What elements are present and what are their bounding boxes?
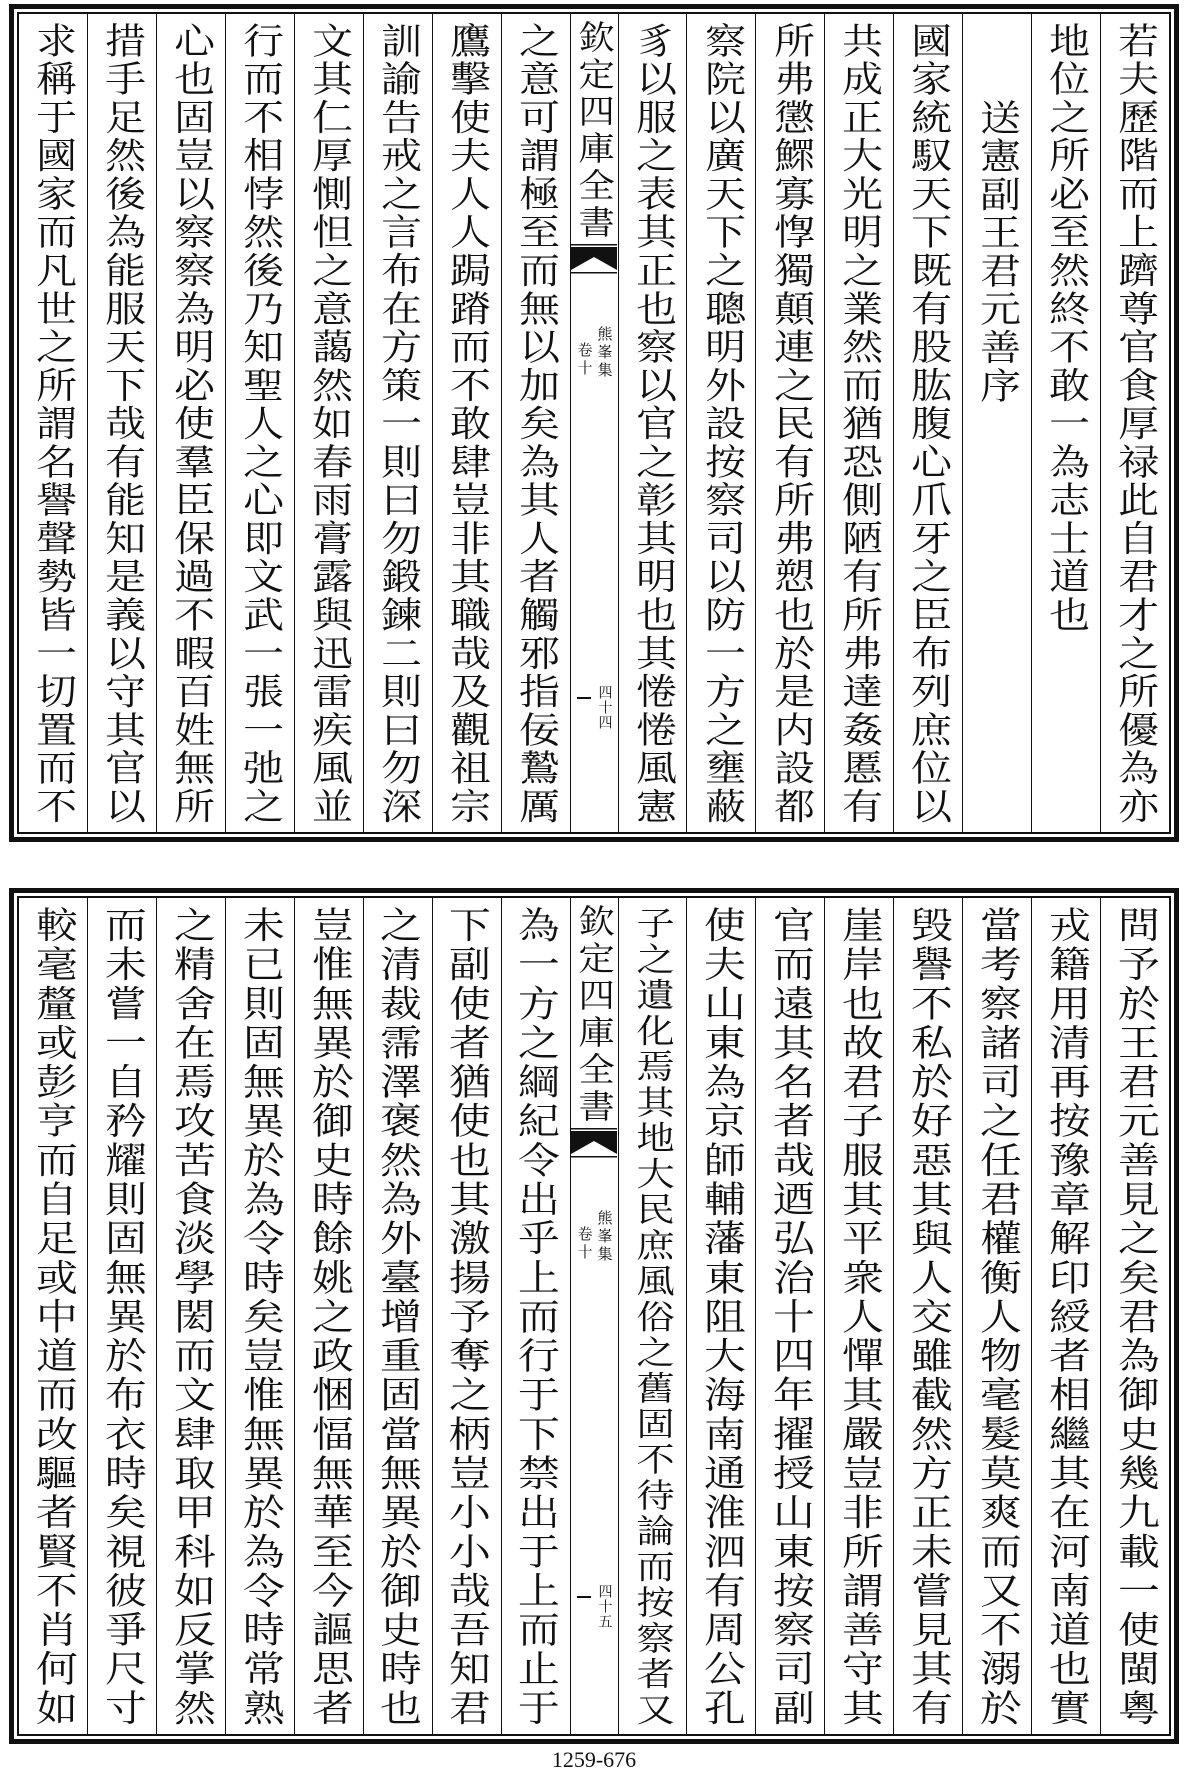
essay-title-column <box>962 14 1031 832</box>
lower-leaf-frame <box>17 896 1171 1736</box>
column-text: 問予於王君元善見之矣君為御史幾九載一使閩粵 <box>1111 906 1161 1728</box>
text-column <box>1100 14 1169 832</box>
text-column <box>1031 898 1100 1734</box>
text-column <box>156 14 225 832</box>
text-column <box>893 14 962 832</box>
text-column <box>686 898 755 1734</box>
column-text: 戎籍用清再按豫章解印綬者相繼其在河南道也實 <box>1042 906 1092 1728</box>
gutter-book-title: 熊峯集 <box>595 1210 614 1264</box>
text-column <box>294 898 363 1734</box>
text-column <box>225 14 294 832</box>
page-number: 1259-676 <box>551 1747 637 1772</box>
text-column <box>225 898 294 1734</box>
text-column <box>1100 898 1169 1734</box>
column-text: 崖岸也故君子服其平衆人憚其嚴豈非所謂善守其 <box>835 906 885 1728</box>
text-column <box>893 898 962 1734</box>
upper-leaf-frame <box>17 12 1171 834</box>
column-text: 行而不相悖然後乃知聖人之心即文武一張一弛之 <box>236 22 284 826</box>
column-text: 共成正大光明之業然而猶恐側陋有所弗達姦慝有 <box>836 22 884 826</box>
gutter-book-title: 熊峯集 <box>595 326 614 380</box>
text-column <box>1031 14 1100 832</box>
fishtail-mark <box>571 1128 617 1158</box>
upper-leaf <box>9 4 1179 842</box>
column-text: 子之遺化焉其地大民庶風俗之舊固不待論而按察者又 <box>630 906 676 1728</box>
column-text: 較毫釐或彭亨而自足或中道而改驅者賢不肖何如 <box>29 906 79 1728</box>
column-text: 鷹擊使夫人人跼蹐而不敢肆豈非其職哉及觀祖宗 <box>443 22 491 826</box>
column-text: 所弗懲鰥寡惸獨顛連之民有所弗愬也於是内設都 <box>767 22 815 826</box>
text-column <box>87 898 156 1734</box>
column-text: 國家統馭天下既有股肱腹心爪牙之臣布列庶位以 <box>904 22 953 826</box>
gutter-juan: 卷十 <box>575 1226 594 1262</box>
column-text: 心也固豈以察察為明必使羣臣保過不暇百姓無所 <box>167 22 215 826</box>
column-text: 文其仁厚惻怛之意藹然如春雨膏露與迅雷疾風並 <box>305 22 353 826</box>
column-text: 之意可謂極至而無以加矣為其人者觸邪指佞鷙厲 <box>512 22 560 826</box>
column-text: 未已則固無異於為令時矣豈惟無異於為令時常熟 <box>235 906 286 1728</box>
column-text: 地位之所必至然終不敢一為志士道也 <box>1042 22 1091 635</box>
column-text: 而未嘗一自矜耀則固無異於布衣時矣視彼爭尺寸 <box>97 906 148 1728</box>
gutter-book-info <box>577 1210 612 1264</box>
gutter-collection-title: 欽定四庫全書 <box>572 20 616 242</box>
column-text: 使夫山東為京師輔藩東阻大海南通淮泗有周公孔 <box>697 906 747 1728</box>
text-column <box>755 14 824 832</box>
text-column <box>686 14 755 832</box>
text-column <box>824 898 893 1734</box>
text-column <box>824 14 893 832</box>
gutter-leaf-number: 四十四 <box>596 684 613 730</box>
column-text: 之精舍在焉攻苦食淡學閎而文肆取甲科如反掌然 <box>166 906 217 1728</box>
text-column <box>618 14 687 832</box>
gutter-rule <box>577 697 591 699</box>
column-text: 下副使者猶使也其激揚予奪之柄豈小小哉吾知君 <box>442 906 493 1728</box>
text-column <box>432 898 501 1734</box>
lower-leaf <box>9 888 1179 1744</box>
text-column <box>19 14 87 832</box>
center-gutter <box>570 898 618 1734</box>
text-column <box>432 14 501 832</box>
text-column <box>156 898 225 1734</box>
text-column <box>87 14 156 832</box>
column-text: 措手足然後為能服天下哉有能知是義以守其官以 <box>98 22 146 826</box>
text-column <box>755 898 824 1734</box>
text-column <box>363 14 432 832</box>
column-text: 豸以服之表其正也察以官之彰其明也其惓惓風憲 <box>629 22 677 826</box>
text-column <box>19 898 87 1734</box>
gutter-juan: 卷十 <box>575 342 594 378</box>
gutter-collection-title: 欽定四庫全書 <box>572 904 616 1126</box>
gutter-leaf-number: 四十五 <box>596 1583 613 1629</box>
gutter-book-info <box>577 326 612 380</box>
text-column <box>363 898 432 1734</box>
text-column <box>294 14 363 832</box>
column-text: 訓諭告戒之言布在方策一則曰勿鍛鍊二則曰勿深 <box>374 22 422 826</box>
gutter-rule <box>577 1596 591 1598</box>
text-column <box>962 898 1031 1734</box>
column-text: 毁譽不私於好惡其與人交雖截然方正未嘗見其有 <box>904 906 954 1728</box>
column-text: 官而遠其名者哉迺弘治十四年擢授山東按察司副 <box>766 906 816 1728</box>
column-text: 求稱于國家而凡世之所謂名譽聲勢皆一切置而不 <box>29 22 77 826</box>
column-text: 為一方之綱紀令出乎上而行于下禁出于上而止于 <box>511 906 562 1728</box>
essay-title: 送憲副王君元善序 <box>973 98 1022 405</box>
center-gutter <box>570 14 618 832</box>
fishtail-mark <box>571 244 617 274</box>
text-column <box>501 898 570 1734</box>
column-text: 之清裁霈澤褒然為外臺增重固當無異於御史時也 <box>373 906 424 1728</box>
column-text: 豈惟無異於御史時餘姚之政悃愊無華至今謳思者 <box>304 906 355 1728</box>
text-column <box>501 14 570 832</box>
column-text: 若夫歷階而上躋尊官食厚禄此自君才之所優為亦 <box>1111 22 1159 826</box>
text-column <box>618 898 687 1734</box>
column-text: 察院以廣天下之聰明外設按察司以防一方之壅蔽 <box>698 22 746 826</box>
column-text: 當考察諸司之任君權衡人物毫髮莫爽而又不溺於 <box>973 906 1023 1728</box>
